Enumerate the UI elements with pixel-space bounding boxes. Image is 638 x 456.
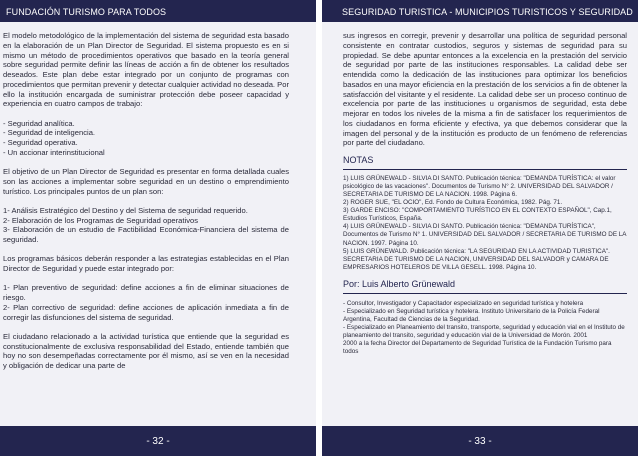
left-list2-item: 2- Elaboración de los Programas de Seguridad operativos xyxy=(3,215,199,225)
left-paragraph-2: El objetivo de un Plan Director de Seguridad es presentar en forma detallada cuales son las acciones a implementar sobre seguridad en un destino o emprendimiento turístico. Los principales puntos de un plan son: xyxy=(3,167,289,196)
left-page-body xyxy=(3,31,289,371)
left-header-title: FUNDACIÓN TURISMO PARA TODOS xyxy=(6,7,167,17)
left-list2-item: 1- Análisis Estratégico del Destino y del Sistema de seguridad requerido. xyxy=(3,205,248,215)
left-list1-item: - Seguridad operativa. xyxy=(3,138,78,147)
left-list3-item: 1- Plan preventivo de seguridad: define acciones a fin de eliminar situaciones de riesgo. xyxy=(3,283,289,302)
left-list2-item: 3- Elaboración de un estudio de Factibilidad Económica-Financiera del sistema de seguridad. xyxy=(3,225,289,244)
note-item: 1) LUIS GRÜNEWALD - SILVIA DI SANTO. Publicación técnica: "DEMANDA TURÍSTICA: el valor psicológico de las vacaciones". Documentos de Turismo N° 2. UNIVERSIDAD DEL SALVADOR / SECRETARIA DE TURISMO DE LA NACION. 1998. Página 6. xyxy=(343,174,616,198)
note-item: 3) GARDE ENCISO: "COMPORTAMIENTO TURÍSTICO EN EL CONTEXTO ESPAÑOL", Cap.1, Estudios Turísticos, España. xyxy=(343,207,612,223)
note-item: 4) LUIS GRÜNEWALD - SILVIA DI SANTO. Publicación técnica: "DEMANDA TURÍSTICA", Documentos de Turismo N° 1. UNIVERSIDAD DEL SALVADOR / SECRETARIA DE TURISMO DE LA NACION. 1997. Página 10. xyxy=(343,223,627,247)
right-page-footer xyxy=(322,426,638,456)
notes-list xyxy=(343,175,627,272)
left-list1-item: - Seguridad de inteligencia. xyxy=(3,128,96,138)
left-paragraph-1: El modelo metodológico de la implementación del sistema de seguridad esta basado en la elaboración de un Plan Director de Seguridad. El sistema propuesto es en si mismo un método de procedimientos operativos que basado en la teoría general sobre seguridad permite definir las líneas de acción a fin de obtener los resultados deseados. Este plan debe estar integrado por un conjunto de programas con procedimientos que permitan prevenir y detectar cualquier actividad no deseada. Por ello la institución encargada de suministrar protección debe poseer capacidad y experiencia en cuatro campos de trabajo: xyxy=(3,31,289,109)
author-divider xyxy=(343,293,627,294)
left-page-footer xyxy=(0,426,316,456)
right-header-title: SEGURIDAD TURISTICA - MUNICIPIOS TURISTICOS Y SEGURIDAD xyxy=(342,7,633,17)
left-paragraph-4: El ciudadano relacionado a la actividad turística que entiende que la seguridad es constitucionalmente de exclusiva responsabilidad del Estado, entiende también que hoy no son desempeñadas correctamente por él mismo, así se ven en la necesidad y obligación de dedicar una parte de xyxy=(3,331,289,370)
right-page-number: - 33 - xyxy=(468,436,492,447)
author-bio xyxy=(343,300,627,357)
left-page-number: - 32 - xyxy=(146,436,170,447)
left-page xyxy=(0,0,316,456)
notes-heading: NOTAS xyxy=(343,155,374,165)
notes-divider xyxy=(343,169,627,170)
right-page-header xyxy=(322,0,638,22)
note-item: 5) LUIS GRÜNEWALD. Publicación técnica: "LA SEGURIDAD EN LA ACTIVIDAD TURISTICA". SECRETARIA DE TURISMO DE LA NACION, UNIVERSIDAD DEL SALVADOR y CAMARA DE EMPRESARIOS HOTELEROS DE VILLA GESELL. 1998. Página 10. xyxy=(343,247,610,271)
left-list1-item: - Seguridad analítica. xyxy=(3,118,75,128)
bio-item: 2000 a la fecha Director del Departamento de Seguridad Turística de la Fundación Turismo para todos xyxy=(343,340,612,356)
left-list3-item: 2- Plan correctivo de seguridad: define acciones de aplicación inmediata a fin de corregir las disfunciones del sistema de seguridad. xyxy=(3,302,289,322)
right-paragraph-1: sus ingresos en corregir, prevenir y desarrollar una política de seguridad personal consistente en contratar custodios, seguros y sistemas de seguridad para su propiedad. Se debe apuntar entonces a la excelencia en la prestación del servicio de seguridad por parte de las instituciones responsables. La calidad debe ser entendida como la dedicación de las instituciones para optimizar los beneficios basados en una mayor eficiencia en la prestación de los servicios a fin de obtener la satisfacción del visitante y el residente. La calidad debe ser un proceso continuo de excelencia por parte de las instituciones u organismos de seguridad, esta debe mejorar en todos los niveles de la misma a fin de satisfacer los requerimientos de los ciudadanos en forma eficiente y efectiva, ya que debemos considerar que la imagen del personal y de la institución es producto de un fenómeno de referencias por parte del ciudadano. xyxy=(343,31,627,148)
left-page-header xyxy=(0,0,316,22)
note-item: 2) ROGER SUE, "EL OCIO", Ed. Fondo de Cultura Económica, 1982. Pág. 71. xyxy=(343,199,563,207)
right-page xyxy=(322,0,638,456)
bio-item: - Especializado en Seguridad turística y hotelera. Instituto Universitario de la Policía Federal Argentina, Facultad de Ciencias de la Seguridad. xyxy=(343,307,600,323)
left-list1-item: - Un accionar interinstitucional xyxy=(3,147,105,157)
right-page-body xyxy=(343,31,627,356)
bio-item: - Especializado en Planeamiento del transito, transporte, seguridad y educación vial en el Instituto de planeamiento del transito, seguridad y educación vial de la Universidad de Morón. 2001 xyxy=(343,323,625,339)
left-paragraph-3: Los programas básicos deberán responder a las estrategias establecidas en el Plan Director de Seguridad y puede estar integrado por: xyxy=(3,254,289,273)
author-heading: Por: Luis Alberto Grünewald xyxy=(343,278,456,289)
bio-item: - Consultor, Investigador y Capacitador especializado en seguridad turística y hotelera xyxy=(343,299,584,307)
